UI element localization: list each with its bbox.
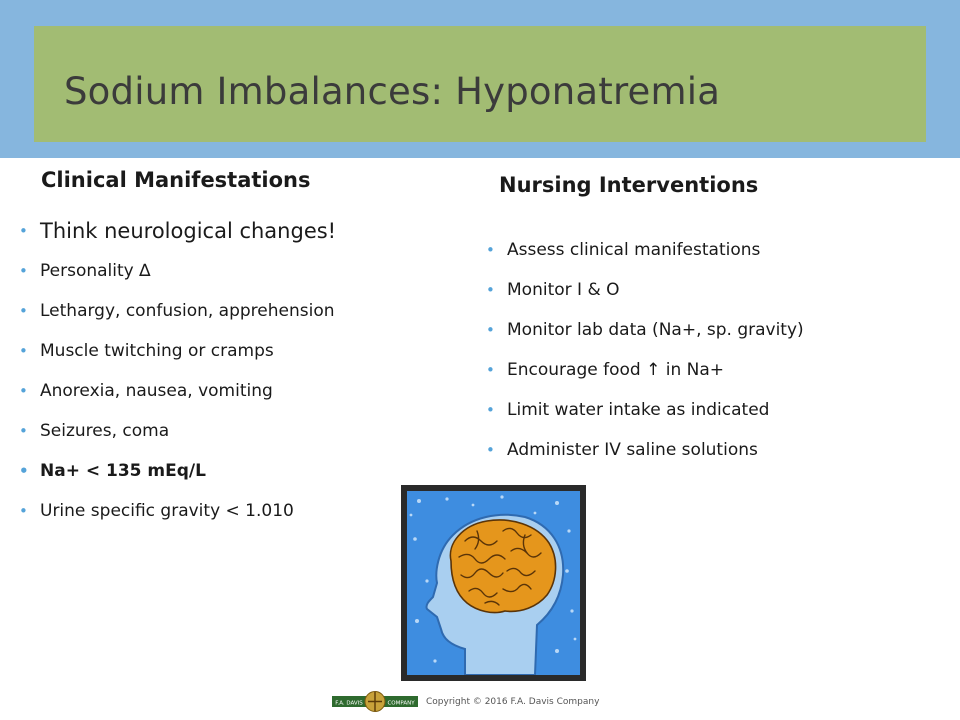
brain-head-image — [401, 485, 586, 681]
list-item — [485, 437, 925, 477]
list-item-text: Seizures, coma — [40, 421, 170, 441]
bullet-icon: • — [19, 222, 28, 240]
list-item — [18, 338, 418, 378]
clinical-manifestations-heading: Clinical Manifestations — [41, 168, 311, 192]
clinical-manifestations-list — [18, 216, 418, 538]
list-item — [485, 357, 925, 397]
svg-text:F.A. DAVIS: F.A. DAVIS — [335, 700, 363, 707]
nursing-interventions-heading: Nursing Interventions — [499, 173, 759, 197]
bullet-icon: • — [19, 342, 28, 360]
list-item-text: Personality ∆ — [40, 261, 151, 281]
list-item-text: Encourage food ↑ in Na+ — [507, 360, 725, 380]
list-item — [18, 418, 418, 458]
nursing-interventions-list — [485, 237, 925, 477]
list-item — [485, 237, 925, 277]
svg-text:COMPANY: COMPANY — [387, 700, 415, 707]
bullet-icon: • — [19, 262, 28, 280]
fa-davis-logo — [332, 688, 418, 714]
bullet-icon: • — [486, 361, 495, 379]
bullet-icon: • — [486, 241, 495, 259]
list-item-text: Anorexia, nausea, vomiting — [40, 381, 273, 401]
list-item — [18, 458, 418, 498]
list-item-text: Urine specific gravity < 1.010 — [40, 501, 294, 521]
list-item-text: Monitor I & O — [507, 280, 620, 300]
bullet-icon: • — [19, 422, 28, 440]
list-item — [18, 498, 418, 538]
list-item — [18, 378, 418, 418]
copyright-text: Copyright © 2016 F.A. Davis Company — [426, 697, 600, 707]
bullet-icon: • — [486, 281, 495, 299]
list-item — [485, 397, 925, 437]
slide-title: Sodium Imbalances: Hyponatremia — [64, 70, 721, 113]
list-item — [18, 298, 418, 338]
list-item-text: Monitor lab data (Na+, sp. gravity) — [507, 320, 804, 340]
list-item — [485, 277, 925, 317]
bullet-icon: • — [486, 321, 495, 339]
bullet-icon: • — [19, 502, 28, 520]
list-item-text: Lethargy, confusion, apprehension — [40, 301, 335, 321]
bullet-icon: • — [19, 462, 29, 480]
list-item-text: Assess clinical manifestations — [507, 240, 761, 260]
bullet-icon: • — [19, 382, 28, 400]
list-item — [485, 317, 925, 357]
list-item-text: Muscle twitching or cramps — [40, 341, 274, 361]
list-item — [18, 216, 418, 258]
list-item-text: Administer IV saline solutions — [507, 440, 758, 460]
bullet-icon: • — [19, 302, 28, 320]
list-item-text: Limit water intake as indicated — [507, 400, 770, 420]
footer — [0, 688, 960, 716]
list-item — [18, 258, 418, 298]
list-item-text: Think neurological changes! — [40, 219, 337, 243]
brain-head-icon — [407, 491, 580, 675]
bullet-icon: • — [486, 441, 495, 459]
bullet-icon: • — [486, 401, 495, 419]
list-item-text: Na+ < 135 mEq/L — [40, 461, 206, 481]
